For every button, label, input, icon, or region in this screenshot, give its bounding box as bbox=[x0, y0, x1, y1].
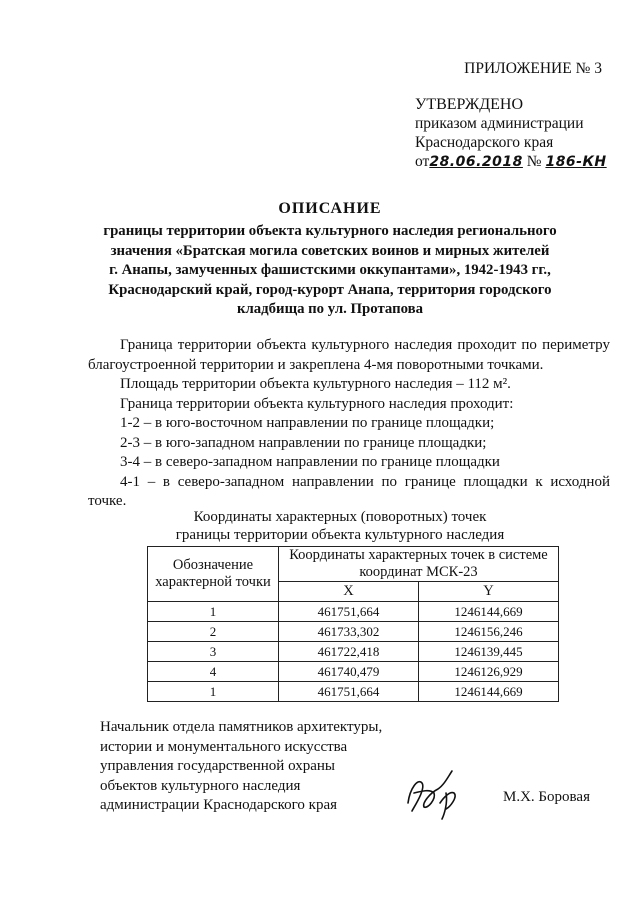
x-cell: 461751,664 bbox=[279, 682, 419, 702]
table-caption bbox=[130, 508, 550, 544]
approved-line-2: Краснодарского края bbox=[415, 134, 554, 151]
segment-4-1: 4-1 – в северо-западном направлении по границе площадки к исходной точке. bbox=[88, 473, 610, 509]
header-x: X bbox=[279, 582, 419, 602]
handwritten-signature bbox=[400, 763, 470, 823]
segment-3-4: 3-4 – в северо-западном направлении по границе площадки bbox=[120, 454, 500, 470]
document-title: ОПИСАНИЕ bbox=[278, 200, 382, 217]
y-cell: 1246126,929 bbox=[419, 662, 559, 682]
table-row bbox=[148, 602, 559, 622]
table-row bbox=[148, 642, 559, 662]
position-line-3: управления государственной охраны bbox=[100, 758, 335, 774]
table-row bbox=[148, 622, 559, 642]
paragraph-boundary: Граница территории объекта культурного наследия проходит по периметру благоустроенной территории и закреплена 4-мя поворотными точками. bbox=[88, 337, 610, 373]
position-line-5: администрации Краснодарского края bbox=[100, 797, 338, 813]
y-cell: 1246156,246 bbox=[419, 622, 559, 642]
segment-1-2: 1-2 – в юго-восточном направлении по границе площадки; bbox=[120, 415, 495, 431]
header-y: Y bbox=[419, 582, 559, 602]
segment-2-3: 2-3 – в юго-западном направлении по границе площадки; bbox=[120, 434, 487, 451]
approval-number: 186-КН bbox=[545, 154, 607, 170]
signatory-position bbox=[100, 718, 382, 816]
subtitle-line: границы территории объекта культурного наследия регионального bbox=[103, 223, 557, 239]
x-cell: 461733,302 bbox=[279, 622, 419, 642]
position-line-1: Начальник отдела памятников архитектуры, bbox=[100, 719, 383, 735]
position-line-4: объектов культурного наследия bbox=[100, 777, 301, 794]
subtitle-line: значения «Братская могила советских воинов и мирных жителей bbox=[110, 242, 550, 259]
description-body bbox=[88, 336, 610, 512]
y-cell: 1246144,669 bbox=[419, 602, 559, 622]
paragraph-boundary-passes: Граница территории объекта культурного наследия проходит: bbox=[120, 395, 514, 412]
table-caption-line-1: Координаты характерных (поворотных) точек bbox=[193, 509, 487, 525]
table-row bbox=[148, 682, 559, 702]
point-cell: 4 bbox=[148, 662, 279, 682]
y-cell: 1246139,445 bbox=[419, 642, 559, 662]
position-line-2: истории и монументального искусства bbox=[100, 738, 348, 755]
y-cell: 1246144,669 bbox=[419, 682, 559, 702]
header-coordinates-group: Координаты характерных точек в системе координат МСК-23 bbox=[279, 547, 559, 582]
x-cell: 461722,418 bbox=[279, 642, 419, 662]
approved-line-1: приказом администрации bbox=[415, 115, 584, 132]
point-cell: 1 bbox=[148, 602, 279, 622]
subtitle-line: Краснодарский край, город-курорт Анапа, территория городского bbox=[108, 281, 552, 298]
x-cell: 461751,664 bbox=[279, 602, 419, 622]
subtitle-line: г. Анапы, замученных фашистскими оккупантами», 1942-1943 гг., bbox=[109, 262, 551, 278]
header-point-designation: Обозначение характерной точки bbox=[148, 547, 279, 602]
approval-date: 28.06.2018 bbox=[429, 154, 523, 170]
table-row bbox=[148, 662, 559, 682]
point-cell: 3 bbox=[148, 642, 279, 662]
document-subtitle bbox=[95, 222, 565, 320]
number-prefix: № bbox=[526, 153, 542, 170]
approval-block bbox=[415, 95, 607, 172]
appendix-label: ПРИЛОЖЕНИЕ № 3 bbox=[464, 60, 602, 77]
table-caption-line-2: границы территории объекта культурного наследия bbox=[175, 527, 505, 543]
x-cell: 461740,479 bbox=[279, 662, 419, 682]
point-cell: 2 bbox=[148, 622, 279, 642]
paragraph-area: Площадь территории объекта культурного наследия – 112 м². bbox=[120, 376, 511, 392]
subtitle-line: кладбища по ул. Протапова bbox=[236, 301, 424, 317]
point-cell: 1 bbox=[148, 682, 279, 702]
coordinates-table bbox=[147, 546, 559, 702]
approval-date-line bbox=[415, 152, 607, 172]
approved-heading: УТВЕРЖДЕНО bbox=[415, 96, 524, 113]
signatory-name: М.Х. Боровая bbox=[503, 789, 590, 805]
date-prefix: от bbox=[415, 153, 430, 170]
